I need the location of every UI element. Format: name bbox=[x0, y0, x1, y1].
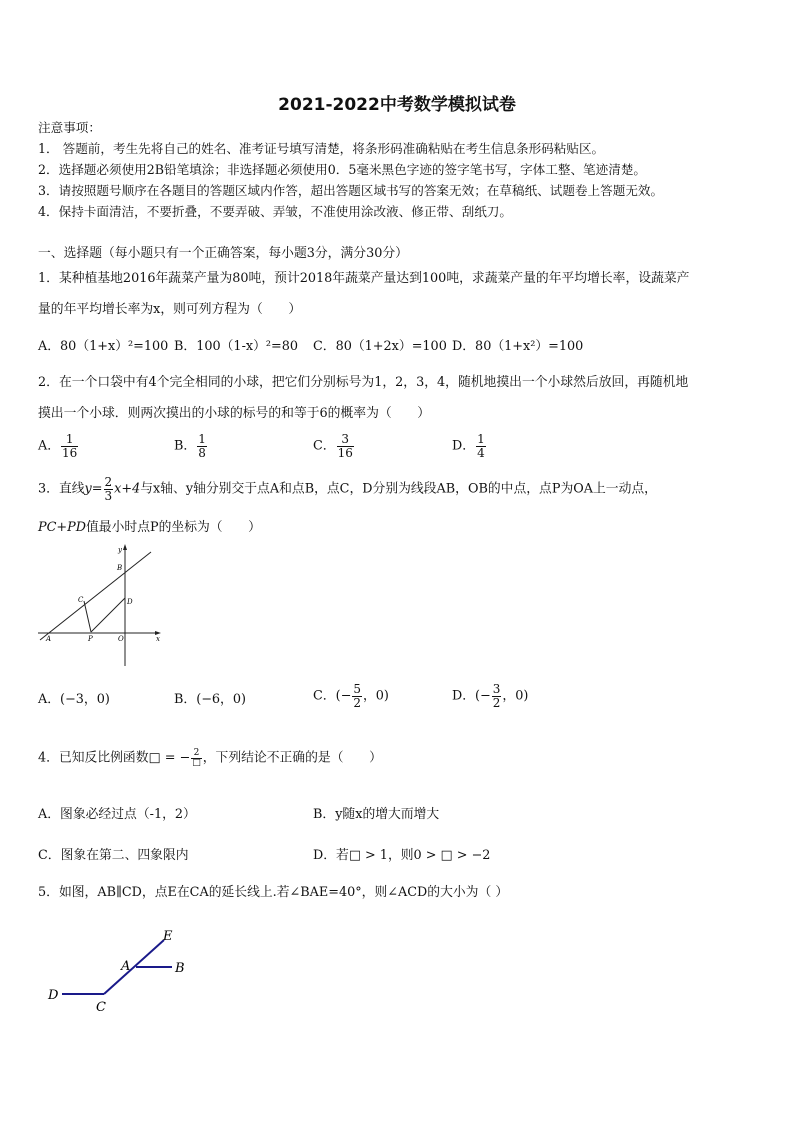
q1-option-b: B．100（1-x）²=80 bbox=[174, 339, 299, 354]
svg-text:y: y bbox=[118, 546, 122, 554]
notice-item-1: 1． 答题前，考生先将自己的姓名、准考证号填写清楚，将条形码准确粘贴在考生信息条形码粘贴区。 bbox=[38, 141, 605, 156]
q2-line1: 2．在一个口袋中有4个完全相同的小球，把它们分别标号为1，2，3，4，随机地摸出一个小球然后放回，再随机地 bbox=[38, 375, 689, 390]
q1-option-a: A．80（1+x）²=100 bbox=[38, 339, 169, 354]
svg-text:D: D bbox=[127, 598, 133, 606]
svg-text:A: A bbox=[46, 635, 52, 643]
notice-item-4: 4．保持卡面清洁，不要折叠，不要弄破、弄皱，不准使用涂改液、修正带、刮纸刀。 bbox=[38, 204, 512, 219]
q3-option-d: D．(− $\frac{3}{2}$ ，0) bbox=[452, 682, 529, 710]
q5-stem: 5．如图，AB∥CD，点E在CA的延长线上.若∠BAE=40°，则∠ACD的大小为（ ） bbox=[38, 885, 509, 900]
q2-option-b: B． $\frac{1}{8}$ bbox=[174, 432, 206, 460]
q4-option-d: D．若□ > 1，则0 > □ > −2 bbox=[313, 848, 491, 863]
q2-option-d: D． $\frac{1}{4}$ bbox=[452, 432, 485, 460]
svg-text:B: B bbox=[175, 961, 185, 976]
svg-text:C: C bbox=[78, 596, 84, 604]
q4-option-c: C．图象在第二、四象限内 bbox=[38, 848, 189, 863]
q3-option-b: B．(−6，0) bbox=[174, 692, 246, 707]
svg-text:A: A bbox=[121, 959, 131, 974]
q3-option-c: C．(− $\frac{5}{2}$ ，0) bbox=[313, 682, 389, 710]
q3-line2: PC+PD值最小时点P的坐标为（ ） bbox=[38, 520, 261, 535]
q1-option-d: D．80（1+x²）=100 bbox=[452, 339, 584, 354]
q3-figure bbox=[34, 542, 164, 666]
page-title: 2021-2022中考数学模拟试卷 bbox=[278, 95, 516, 115]
q1-line2: 量的年平均增长率为x，则可列方程为（ ） bbox=[38, 302, 302, 317]
svg-text:x: x bbox=[156, 635, 160, 643]
q4-stem: 4．已知反比例函数□ = − $\frac{2}{□}$ ，下列结论不正确的是（ ） bbox=[38, 748, 382, 768]
svg-text:B: B bbox=[117, 564, 123, 572]
q5-figure bbox=[40, 922, 200, 1022]
q4-option-b: B．y随x的增大而增大 bbox=[313, 807, 440, 822]
notice-item-3: 3．请按照题号顺序在各题目的答题区域内作答，超出答题区域书写的答案无效；在草稿纸、试题卷上答题无效。 bbox=[38, 183, 664, 198]
q2-option-a: A． $\frac{1}{16}$ bbox=[38, 432, 78, 460]
q3-option-a: A．(−3，0) bbox=[38, 692, 110, 707]
q4-option-a: A．图象必经过点（-1，2） bbox=[38, 807, 196, 822]
q3-line1: 3．直线y= $\frac{2}{3}$ x+4与x轴、y轴分别交于点A和点B，点C，D分别为线段AB，OB的中点，点P为OA上一动点， bbox=[38, 475, 657, 503]
q2-option-c: C． $\frac{3}{16}$ bbox=[313, 432, 353, 460]
q1-option-c: C．80（1+2x）=100 bbox=[313, 339, 447, 354]
q1-line1: 1．某种植基地2016年蔬菜产量为80吨，预计2018年蔬菜产量达到100吨，求蔬菜产量的年平均增长率，设蔬菜产 bbox=[38, 271, 690, 286]
notice-heading: 注意事项： bbox=[38, 120, 101, 135]
svg-text:D: D bbox=[48, 988, 59, 1003]
q2-line2: 摸出一个小球．则两次摸出的小球的标号的和等于6的概率为（ ） bbox=[38, 406, 431, 421]
svg-text:C: C bbox=[96, 1000, 106, 1015]
svg-text:O: O bbox=[118, 635, 124, 643]
svg-text:P: P bbox=[88, 635, 93, 643]
notice-item-2: 2．选择题必须使用2B铅笔填涂；非选择题必须使用0．5毫米黑色字迹的签字笔书写，字体工整、笔迹清楚。 bbox=[38, 162, 647, 177]
section-heading: 一、选择题（每小题只有一个正确答案，每小题3分，满分30分） bbox=[38, 246, 408, 261]
svg-text:E: E bbox=[163, 929, 173, 944]
